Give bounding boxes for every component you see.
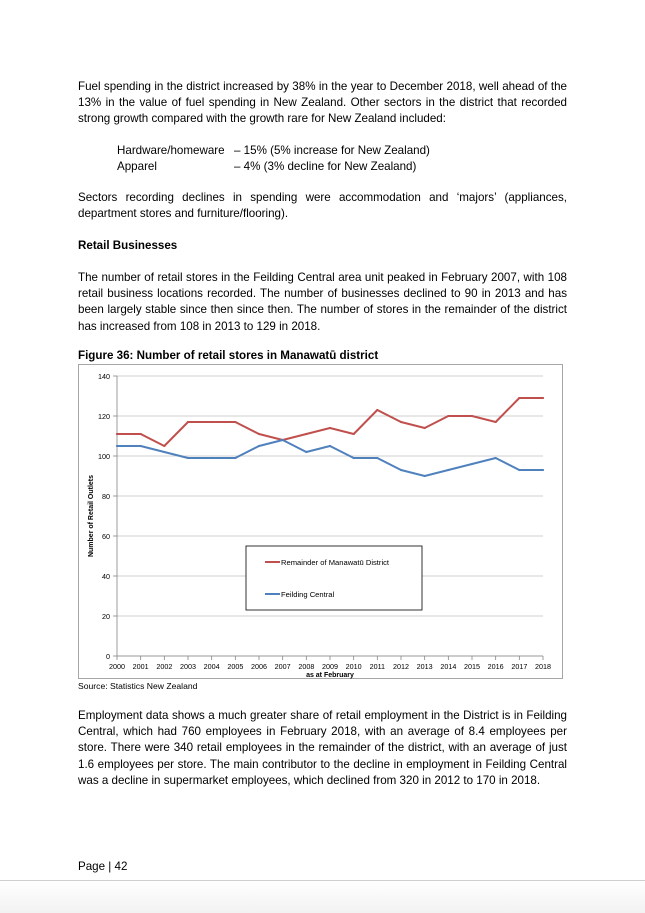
series-0-point [353, 433, 355, 435]
growth-item-label: Hardware/homeware [117, 144, 225, 157]
series-0-point [305, 433, 307, 435]
series-1-point [234, 457, 236, 459]
x-tick-label: 2007 [274, 662, 291, 671]
series-0-point [329, 427, 331, 429]
y-tick-label: 40 [102, 572, 110, 581]
series-0-point [400, 421, 402, 423]
series-0-point [140, 433, 142, 435]
page-bottom-edge [0, 880, 645, 913]
x-tick-label: 2012 [393, 662, 409, 671]
y-tick-label: 100 [98, 452, 110, 461]
page-number: Page | 42 [78, 860, 128, 873]
x-tick-label: 2013 [416, 662, 433, 671]
legend-label: Remainder of Manawatū District [281, 558, 390, 567]
growth-item-value: – 15% (5% increase for New Zealand) [234, 144, 430, 157]
x-tick-label: 2018 [535, 662, 551, 671]
line-chart [78, 364, 563, 679]
x-tick-label: 2002 [156, 662, 173, 671]
y-tick-label: 60 [102, 532, 110, 541]
series-0-point [447, 415, 449, 417]
y-tick-label: 140 [98, 372, 110, 381]
x-tick-label: 2003 [180, 662, 196, 671]
heading-retail-businesses: Retail Businesses [78, 239, 178, 252]
series-0-point [116, 433, 118, 435]
x-tick-label: 2008 [298, 662, 315, 671]
growth-item-label: Apparel [117, 160, 157, 173]
x-tick-label: 2000 [109, 662, 125, 671]
series-1-point [305, 451, 307, 453]
figure-title: Figure 36: Number of retail stores in Manawatū district [78, 349, 379, 362]
series-1-point [424, 475, 426, 477]
growth-item-apparel [117, 159, 416, 175]
series-0-point [211, 421, 213, 423]
series-1-point [163, 451, 165, 453]
x-axis-title: as at February [306, 672, 354, 679]
x-tick-label: 2014 [440, 662, 457, 671]
series-1-point [282, 439, 284, 441]
series-1-point [471, 463, 473, 465]
series-1-point [542, 469, 544, 471]
x-tick-label: 2015 [464, 662, 480, 671]
series-0-point [187, 421, 189, 423]
legend-label: Feilding Central [281, 590, 335, 599]
source-note: Source: Statistics New Zealand [78, 681, 198, 691]
x-tick-label: 2009 [322, 662, 338, 671]
paragraph-retail-stores: The number of retail stores in the Feilding Central area unit peaked in February 2007, with 108 retail business locations recorded. The number of businesses declined to 90 in 2013 and has been largely stable since then since then. The number of stores in the remainder of the district has increased from 108 in 2013 to 129 in 2018. [78, 271, 567, 333]
y-axis-title: Number of Retail Outlets [88, 474, 95, 558]
series-1-point [140, 445, 142, 447]
series-1-point [258, 445, 260, 447]
series-line-0 [117, 398, 543, 446]
y-tick-label: 120 [98, 412, 110, 421]
series-0-point [471, 415, 473, 417]
x-tick-label: 2001 [132, 662, 149, 671]
series-1-point [495, 457, 497, 459]
series-0-point [376, 409, 378, 411]
paragraph-employment: Employment data shows a much greater share of retail employment in the District is in Feilding Central, which had 760 employees in February 2018, with an average of 8.4 employees per store. There were 340 retail employees in the remainder of the district, with an average of just 1.6 employees per store. The main contributor to the decline in employment in Feilding Central was a decline in supermarket employees, which declined from 320 in 2012 to 170 in 2018. [78, 709, 567, 787]
growth-item-value: – 4% (3% decline for New Zealand) [234, 160, 417, 173]
paragraph-fuel-spending: Fuel spending in the district increased by 38% in the year to December 2018, well ahead of the 13% in the value of fuel spending in New Zealand. Other sectors in the district that recorded strong growth compared with the growth rare for New Zealand included: [78, 80, 567, 126]
series-0-point [424, 427, 426, 429]
growth-item-hardware [117, 143, 430, 159]
series-0-point [234, 421, 236, 423]
x-tick-label: 2010 [345, 662, 362, 671]
y-tick-label: 80 [102, 492, 110, 501]
series-1-point [518, 469, 520, 471]
y-tick-label: 20 [102, 612, 110, 621]
x-tick-label: 2017 [511, 662, 528, 671]
series-0-point [258, 433, 260, 435]
legend-box [246, 546, 422, 610]
series-1-point [447, 469, 449, 471]
x-tick-label: 2006 [251, 662, 267, 671]
y-tick-label: 0 [106, 652, 110, 661]
series-1-point [353, 457, 355, 459]
x-tick-label: 2004 [203, 662, 220, 671]
series-1-point [116, 445, 118, 447]
series-0-point [542, 397, 544, 399]
series-1-point [211, 457, 213, 459]
series-1-point [376, 457, 378, 459]
series-0-point [518, 397, 520, 399]
series-0-point [163, 445, 165, 447]
x-tick-label: 2016 [487, 662, 504, 671]
series-1-point [329, 445, 331, 447]
series-1-point [400, 469, 402, 471]
paragraph-declines: Sectors recording declines in spending were accommodation and ‘majors’ (appliances, department stores and furniture/flooring). [78, 191, 567, 221]
x-tick-label: 2005 [227, 662, 244, 671]
series-0-point [495, 421, 497, 423]
x-tick-label: 2011 [369, 662, 386, 671]
series-1-point [187, 457, 189, 459]
